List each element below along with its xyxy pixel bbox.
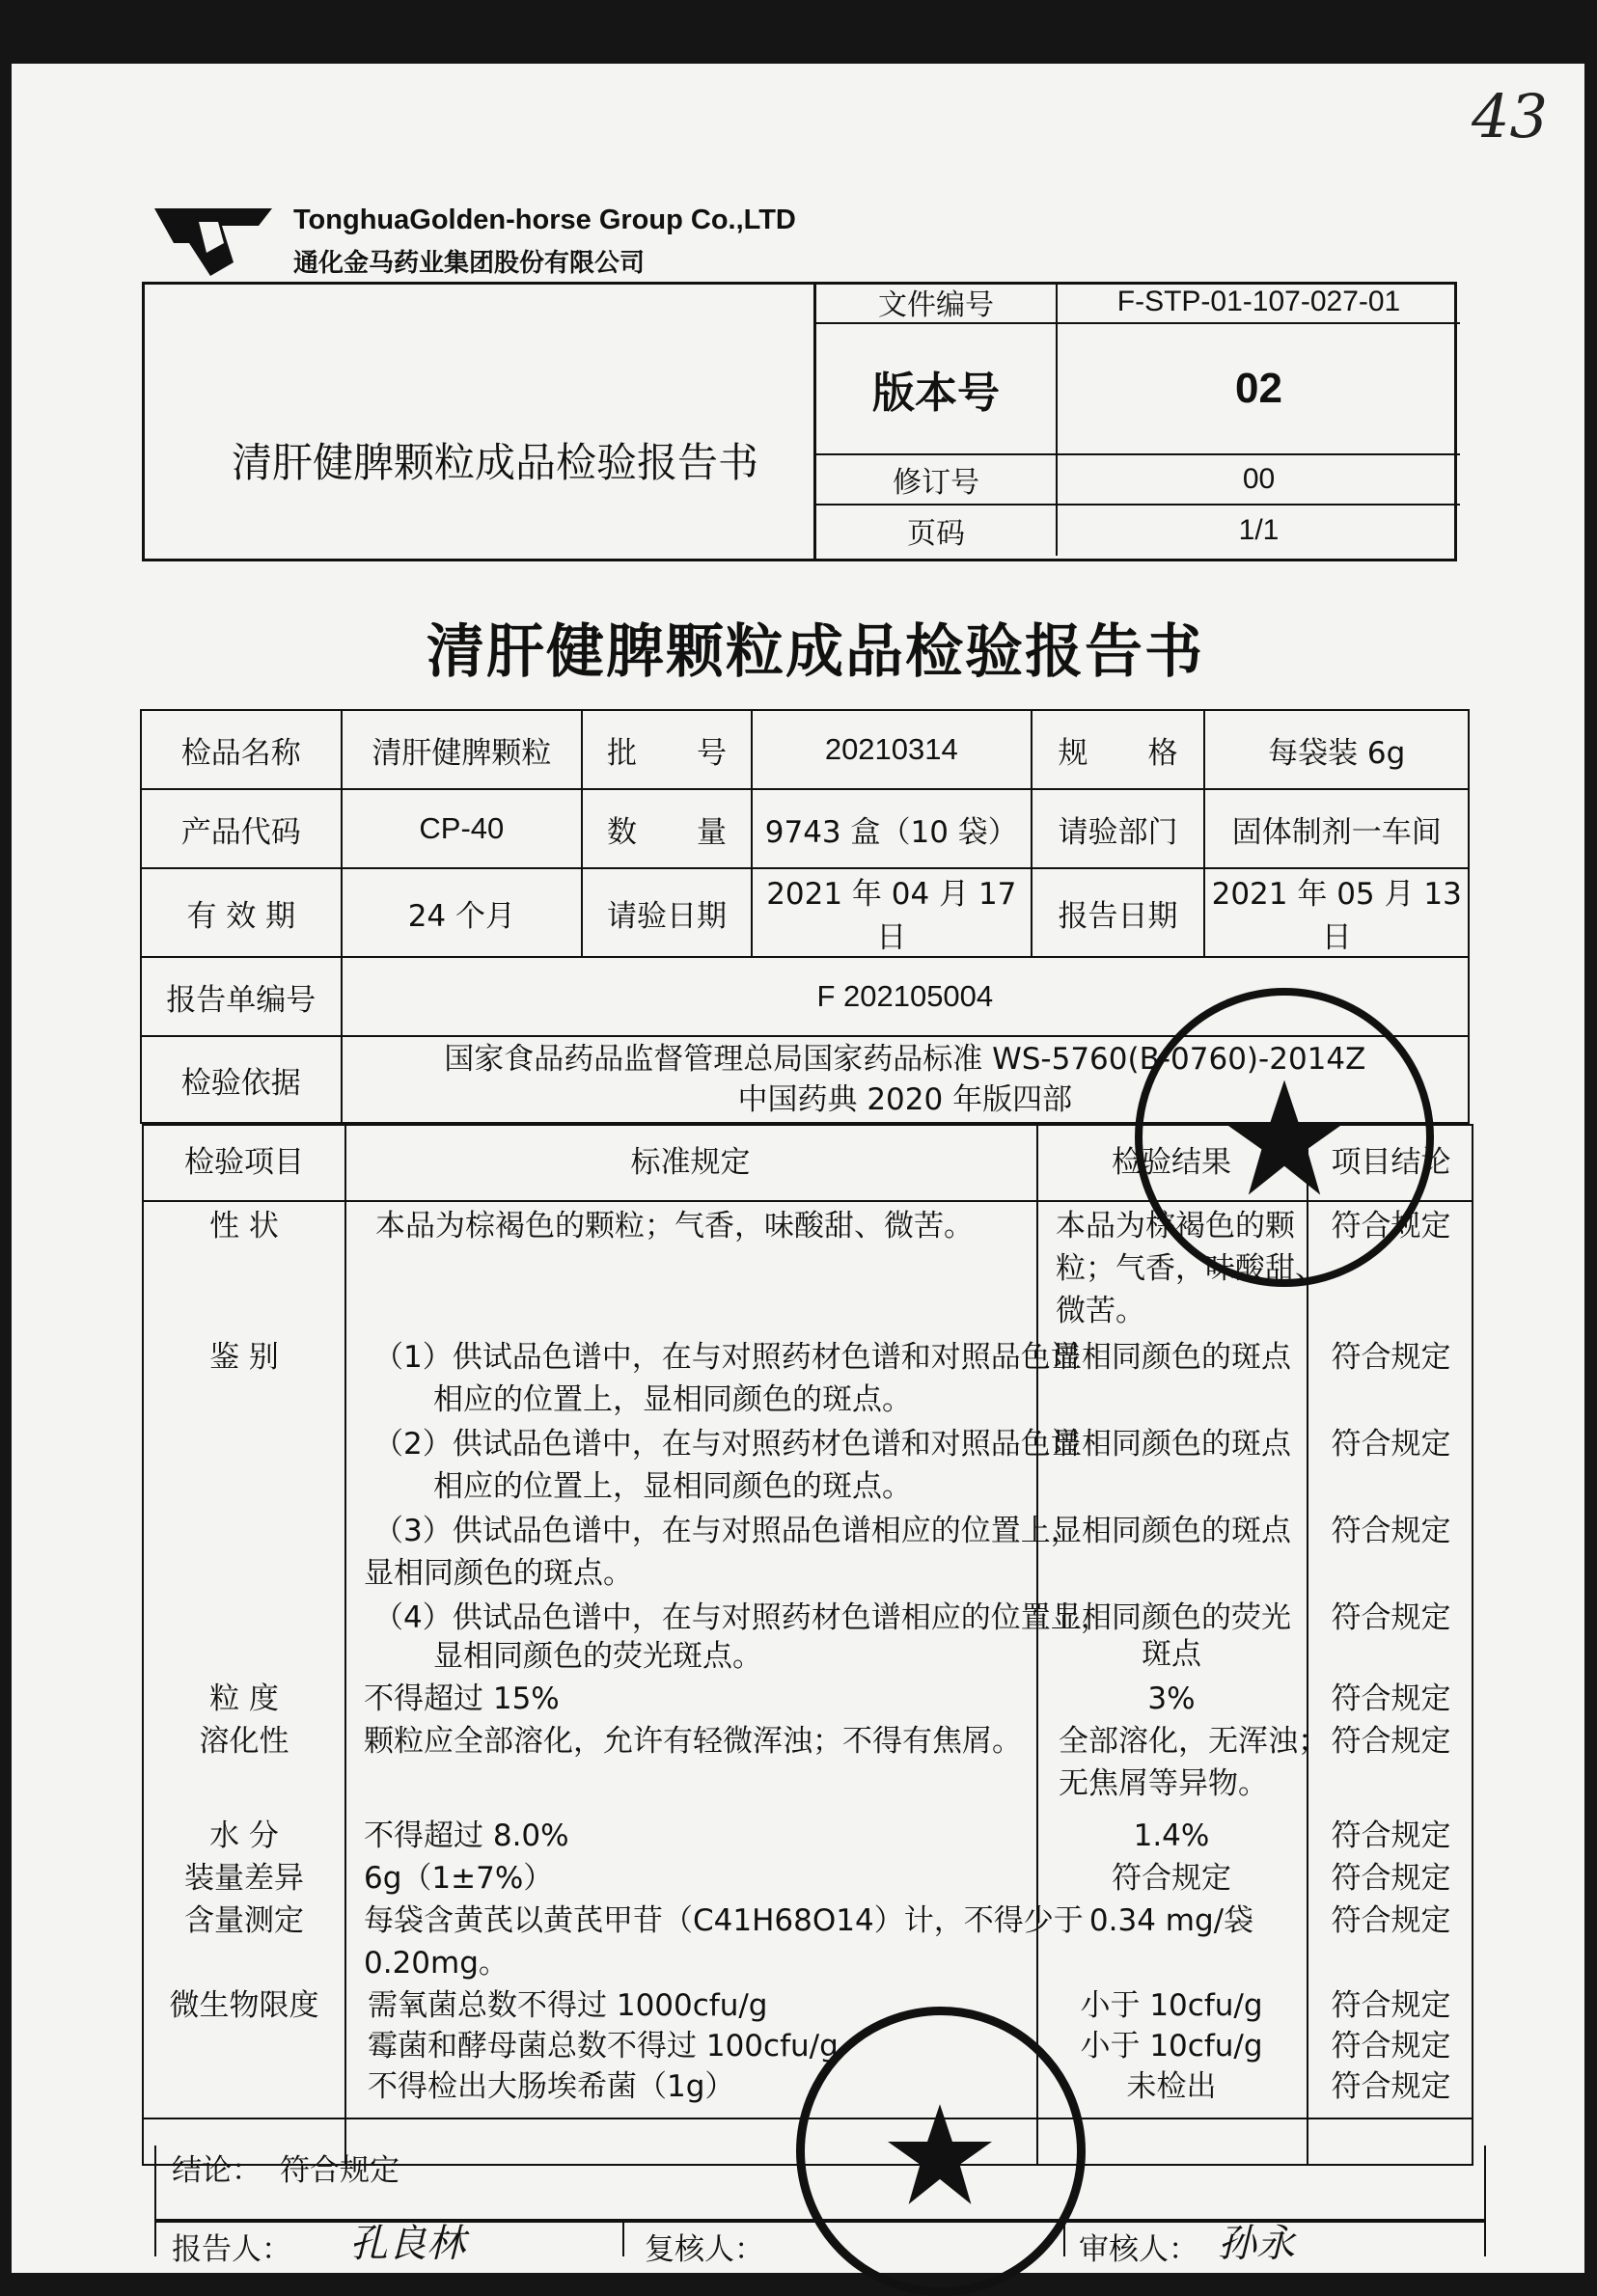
quantity-label: 数 量 xyxy=(582,789,752,868)
header-field-row xyxy=(816,455,1460,506)
header-field-value: F-STP-01-107-027-01 xyxy=(1116,286,1401,317)
solubility-result: 全部溶化，无浑浊； xyxy=(1059,1724,1328,1759)
identification-standard: 显相同颜色的斑点。 xyxy=(364,1556,633,1591)
header-field-label: 文件编号 xyxy=(816,282,1058,322)
items-header-conclusion: 项目结论 xyxy=(1331,1145,1451,1180)
report-number-label: 报告单编号 xyxy=(141,957,342,1036)
header-field-row xyxy=(816,282,1460,324)
handwritten-page-number: 43 xyxy=(1472,81,1548,151)
approver-signature: 孙永 xyxy=(1218,2222,1295,2266)
microbial-result: 未检出 xyxy=(1126,2069,1217,2104)
moisture-result: 1.4% xyxy=(1133,1818,1210,1853)
item-name-assay: 含量测定 xyxy=(184,1903,304,1938)
items-header-result: 检验结果 xyxy=(1112,1145,1231,1180)
approver-label: 审核人： xyxy=(1079,2232,1198,2267)
appearance-result: 粒；气香，味酸甜、 xyxy=(1056,1251,1325,1286)
header-field-row xyxy=(816,506,1460,556)
solubility-conclusion: 符合规定 xyxy=(1331,1724,1451,1759)
company-qc-stamp xyxy=(1135,988,1434,1287)
assay-conclusion: 符合规定 xyxy=(1331,1903,1451,1938)
header-field-value: 1/1 xyxy=(1238,514,1280,546)
moisture-standard: 不得超过 8.0% xyxy=(364,1818,569,1853)
identification-result: 显相同颜色的荧光 xyxy=(1052,1600,1291,1635)
solubility-result: 无焦屑等异物。 xyxy=(1059,1766,1268,1801)
basis-label: 检验依据 xyxy=(141,1036,342,1123)
identification-standard: （1）供试品色谱中，在与对照药材色谱和对照品色谱 xyxy=(373,1340,1081,1375)
quantity-value: 9743 盒（10 袋） xyxy=(752,789,1032,868)
appearance-standard: 本品为棕褐色的颗粒；气香，味酸甜、微苦。 xyxy=(375,1209,974,1244)
star-icon xyxy=(1225,1078,1344,1197)
header-title: 清肝健脾颗粒成品检验报告书 xyxy=(232,439,759,486)
items-header-standard: 标准规定 xyxy=(630,1145,751,1180)
identification-conclusion: 符合规定 xyxy=(1331,1514,1451,1548)
granularity-standard: 不得超过 15% xyxy=(364,1681,560,1716)
document-control-grid xyxy=(813,282,1460,561)
validity-value: 24 个月 xyxy=(342,868,583,957)
identification-result: 显相同颜色的斑点 xyxy=(1052,1427,1291,1462)
assay-standard: 0.20mg。 xyxy=(364,1946,509,1981)
conclusion-value: 符合规定 xyxy=(280,2153,399,2188)
header-field-label: 修订号 xyxy=(816,455,1058,504)
microbial-conclusion: 符合规定 xyxy=(1331,2069,1451,2104)
identification-standard: （3）供试品色谱中，在与对照品色谱相应的位置上， xyxy=(373,1514,1081,1548)
identification-result: 斑点 xyxy=(1142,1637,1201,1672)
reviewer-label: 复核人： xyxy=(645,2232,764,2267)
header-field-row xyxy=(816,324,1460,455)
product-name-value: 清肝健脾颗粒 xyxy=(342,710,583,789)
report-date-label: 报告日期 xyxy=(1032,868,1205,957)
spec-label: 规 格 xyxy=(1032,710,1205,789)
header-field-label: 页码 xyxy=(816,506,1058,556)
department-label: 请验部门 xyxy=(1032,789,1205,868)
conclusion-label: 结论： xyxy=(172,2153,262,2188)
granularity-conclusion: 符合规定 xyxy=(1331,1681,1451,1716)
item-name-identification: 鉴 别 xyxy=(209,1340,279,1375)
identification-standard: 显相同颜色的荧光斑点。 xyxy=(433,1639,762,1674)
request-date-label: 请验日期 xyxy=(582,868,752,957)
header-field-value: 02 xyxy=(1235,365,1282,412)
item-name-fill-variation: 装量差异 xyxy=(184,1861,304,1896)
identification-result: 显相同颜色的斑点 xyxy=(1052,1340,1291,1375)
company-logo-icon xyxy=(154,205,272,278)
info-row xyxy=(141,868,1469,957)
basis-line: 国家食品药品监督管理总局国家药品标准 WS-5760(B-0760)-2014Z xyxy=(444,1042,1366,1077)
report-date-value: 2021 年 05 月 13 日 xyxy=(1204,868,1469,957)
appearance-conclusion: 符合规定 xyxy=(1331,1209,1451,1244)
solubility-standard: 颗粒应全部溶化，允许有轻微浑浊；不得有焦屑。 xyxy=(364,1724,1022,1759)
report-title: 清肝健脾颗粒成品检验报告书 xyxy=(427,618,1204,686)
identification-result: 显相同颜色的斑点 xyxy=(1052,1514,1291,1548)
microbial-standard: 不得检出大肠埃希菌（1g） xyxy=(368,2069,735,2104)
basis-line: 中国药典 2020 年版四部 xyxy=(737,1082,1073,1117)
product-code-label: 产品代码 xyxy=(141,789,342,868)
info-row xyxy=(141,710,1469,789)
header-field-value: 00 xyxy=(1242,463,1276,495)
identification-conclusion: 符合规定 xyxy=(1331,1427,1451,1462)
granularity-result: 3% xyxy=(1147,1681,1196,1716)
column-divider xyxy=(344,1126,346,2164)
request-date-value: 2021 年 04 月 17 日 xyxy=(752,868,1032,957)
fill-variation-conclusion: 符合规定 xyxy=(1331,1861,1451,1896)
item-name-moisture: 水 分 xyxy=(209,1818,279,1853)
star-icon xyxy=(888,2102,992,2206)
batch-value: 20210314 xyxy=(752,710,1032,789)
identification-standard: （2）供试品色谱中，在与对照药材色谱和对照品色谱 xyxy=(373,1427,1081,1462)
header-field-label: 版本号 xyxy=(816,324,1058,453)
items-header-item: 检验项目 xyxy=(184,1145,304,1180)
spec-value: 每袋装 6g xyxy=(1204,710,1469,789)
fill-variation-result: 符合规定 xyxy=(1112,1861,1231,1896)
department-value: 固体制剂一车间 xyxy=(1204,789,1469,868)
identification-standard: 相应的位置上，显相同颜色的斑点。 xyxy=(433,1469,912,1504)
item-name-appearance: 性 状 xyxy=(209,1209,279,1244)
microbial-result: 小于 10cfu/g xyxy=(1080,2029,1263,2064)
reporter-signature: 孔良林 xyxy=(349,2222,465,2266)
validity-label: 有 效 期 xyxy=(141,868,342,957)
item-name-microbial: 微生物限度 xyxy=(169,1988,319,2023)
company-name-cn: 通化金马药业集团股份有限公司 xyxy=(293,249,646,278)
microbial-result: 小于 10cfu/g xyxy=(1080,1988,1263,2023)
item-name-granularity: 粒 度 xyxy=(209,1681,279,1716)
assay-standard: 每袋含黄芪以黄芪甲苷（C41H68O14）计，不得少于 xyxy=(364,1903,1084,1938)
microbial-conclusion: 符合规定 xyxy=(1331,1988,1451,2023)
pharmacy-stamp xyxy=(796,2007,1086,2296)
fill-variation-standard: 6g（1±7%） xyxy=(364,1861,554,1896)
identification-standard: （4）供试品色谱中，在与对照药材色谱相应的位置上， xyxy=(373,1600,1111,1635)
appearance-result: 本品为棕褐色的颗 xyxy=(1056,1209,1295,1244)
reporter-label: 报告人： xyxy=(172,2232,291,2267)
microbial-standard: 需氧菌总数不得过 1000cfu/g xyxy=(368,1988,768,2023)
identification-conclusion: 符合规定 xyxy=(1331,1600,1451,1635)
microbial-conclusion: 符合规定 xyxy=(1331,2029,1451,2064)
report-number-value: F 202105004 xyxy=(342,957,1469,1036)
batch-label: 批 号 xyxy=(582,710,752,789)
assay-result: 0.34 mg/袋 xyxy=(1088,1903,1254,1938)
column-divider xyxy=(622,2221,624,2256)
identification-standard: 相应的位置上，显相同颜色的斑点。 xyxy=(433,1382,912,1417)
microbial-standard: 霉菌和酵母菌总数不得过 100cfu/g xyxy=(368,2029,839,2064)
identification-conclusion: 符合规定 xyxy=(1331,1340,1451,1375)
item-name-solubility: 溶化性 xyxy=(199,1724,289,1759)
company-name-en: TonghuaGolden-horse Group Co.,LTD xyxy=(293,205,796,235)
document-header-box xyxy=(142,282,1457,561)
product-code-value: CP-40 xyxy=(342,789,583,868)
product-name-label: 检品名称 xyxy=(141,710,342,789)
moisture-conclusion: 符合规定 xyxy=(1331,1818,1451,1853)
appearance-result: 微苦。 xyxy=(1056,1294,1145,1328)
info-row xyxy=(141,789,1469,868)
